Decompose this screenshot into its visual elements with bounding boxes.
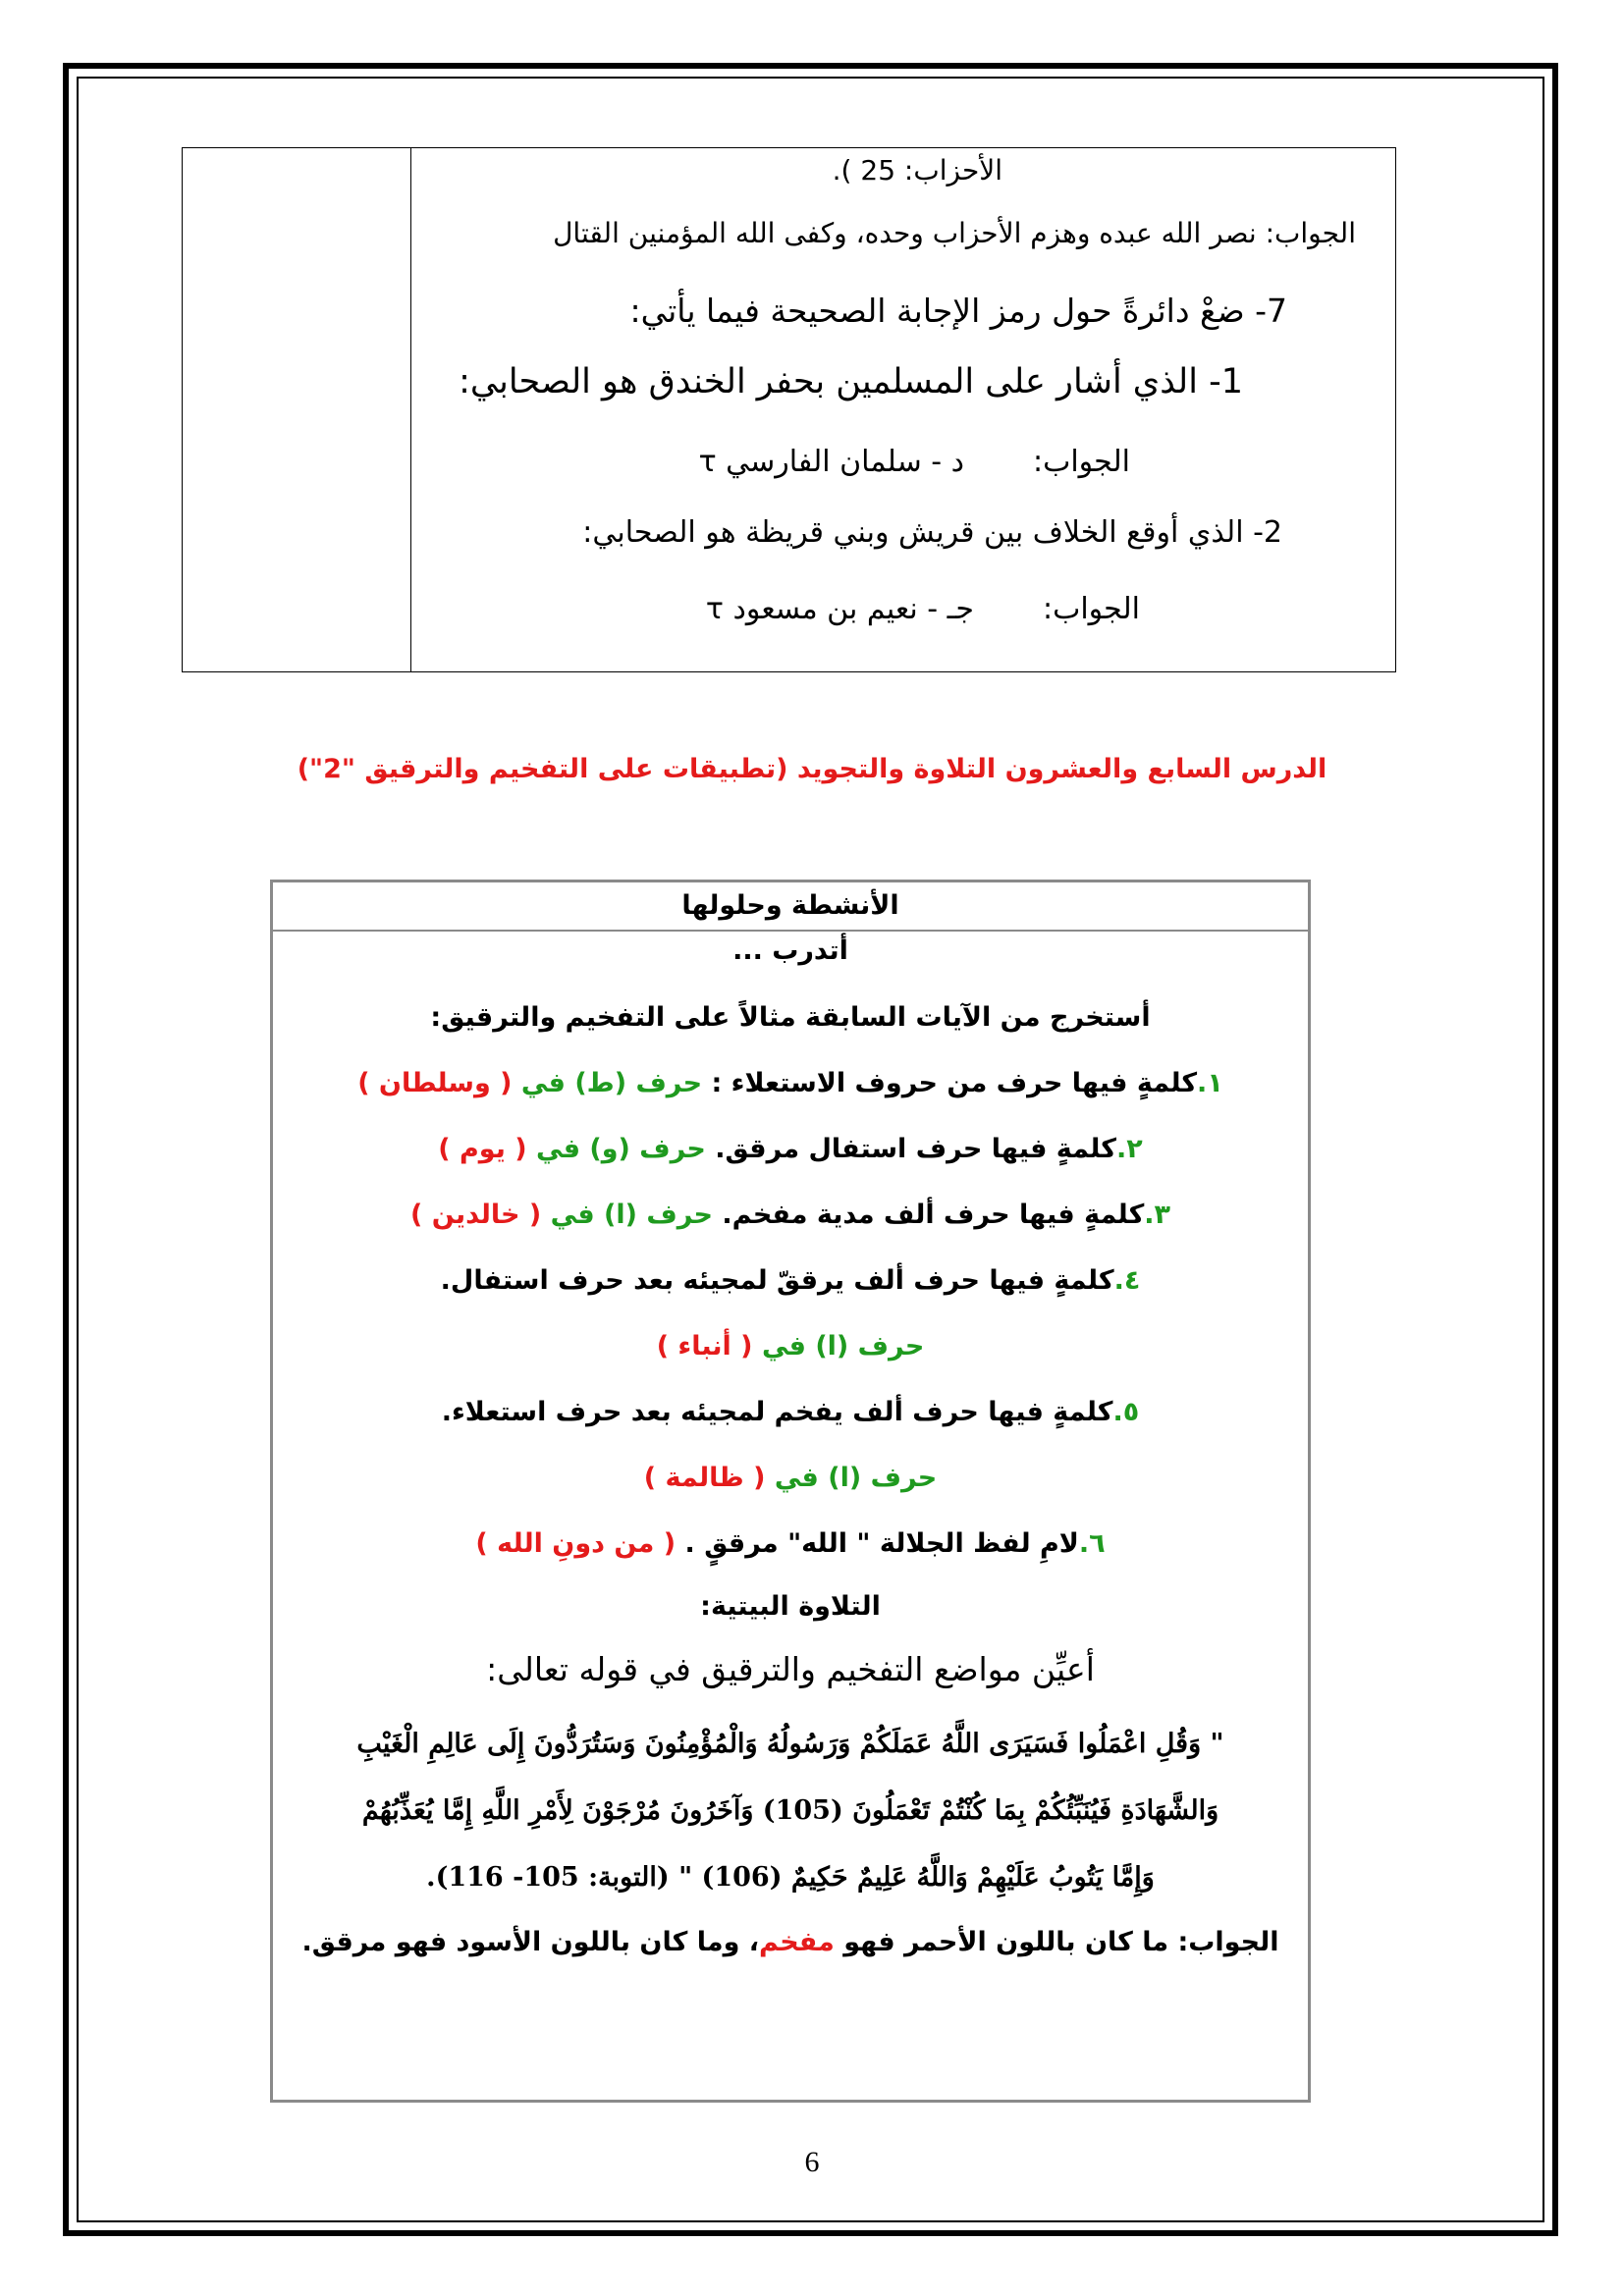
item-text: كلمةٍ فيها حرف من حروف الاستعلاء : [711, 1068, 1198, 1098]
item-answer-letter: حرف (ا) في [774, 1463, 938, 1493]
list-item-answer [273, 1463, 1308, 1493]
list-item [273, 1200, 1308, 1230]
home-recitation-label: التلاوة البيتية: [700, 1591, 881, 1622]
item-answer-word: ( يوم ) [438, 1134, 527, 1164]
table-line-answer: الجواب: نصر الله عبده وهزم الأحزاب وحده، وكفى الله المؤمنين القتال [553, 217, 1356, 249]
activities-box [270, 880, 1311, 2103]
verse-line-1: " وَقُلِ اعْمَلُوا فَسَيَرَى اللَّهُ عَمَلَكُمْ وَرَسُولُهُ وَالْمُؤْمِنُونَ وَسَتُرَدُّونَ إِلَى عَالِمِ الْغَيْبِ [356, 1729, 1224, 1759]
item-number: ١. [1197, 1068, 1223, 1098]
answer-suffix: ، وما كان باللون الأسود فهو مرقق. [301, 1927, 760, 1957]
activities-header: الأنشطة وحلولها [273, 882, 1308, 932]
table-line-q2: 2- الذي أوقع الخلاف بين قريش وبني قريظة هو الصحابي: [582, 515, 1282, 550]
q2-answer-label: الجواب: [1042, 592, 1140, 626]
list-item [273, 1528, 1308, 1559]
item-text: كلمةٍ فيها حرف استفال مرقق. [715, 1134, 1116, 1164]
verse-line-2: وَالشَّهَادَةِ فَيُنَبِّئُكُمْ بِمَا كُنْتُمْ تَعْمَلُونَ (105) وَآخَرُونَ مُرْجَوْنَ لِأَمْرِ اللَّهِ إِمَّا يُعَذِّبُهُمْ [361, 1795, 1219, 1826]
q2-answer-text: جـ - نعيم بن مسعود τ [705, 592, 974, 626]
item-answer-letter: حرف (ا) في [550, 1200, 713, 1230]
answer-prefix: الجواب: ما كان باللون الأحمر فهو [843, 1927, 1279, 1957]
item-number: ٤. [1113, 1265, 1141, 1296]
lesson-title: الدرس السابع والعشرون التلاوة والتجويد (تطبيقات على التفخيم والترقيق "2") [297, 754, 1327, 784]
item-number: ٦. [1078, 1528, 1106, 1559]
item-answer-letter: حرف (ا) في [761, 1331, 925, 1362]
item-answer-word: ( وسلطان ) [357, 1068, 513, 1098]
practice-label: أتدرب ... [732, 935, 848, 966]
list-item [273, 1397, 1308, 1427]
table-empty-cell [183, 148, 411, 671]
item-answer-word: ( ظالمة ) [643, 1463, 766, 1493]
final-answer [273, 1927, 1308, 1957]
item-answer-word: ( خالدين ) [409, 1200, 542, 1230]
item-number: ٥. [1112, 1397, 1140, 1427]
list-item [273, 1265, 1308, 1296]
table-line-ahzab: الأحزاب: 25 ). [832, 154, 1002, 187]
item-number: ٢. [1116, 1134, 1143, 1164]
q1-answer-label: الجواب: [1032, 445, 1130, 479]
verse-line-3: وَإِمَّا يَتُوبُ عَلَيْهِمْ وَاللَّهُ عَلِيمٌ حَكِيمٌ (106) " (التوبة: 105- 116). [426, 1862, 1155, 1893]
list-item-answer [273, 1331, 1308, 1362]
answers-table [182, 147, 1396, 672]
item-answer-word: ( أنباء ) [656, 1331, 753, 1362]
answer-red-word: مفخم [759, 1927, 835, 1957]
table-line-q1: 1- الذي أشار على المسلمين بحفر الخندق هو الصحابي: [459, 362, 1243, 401]
table-line-question7: 7- ضعْ دائرةً حول رمز الإجابة الصحيحة فيما يأتي: [629, 292, 1287, 330]
item-text: لامِ لفظ الجلالة " الله" مرققٍ . [684, 1528, 1079, 1559]
item-answer-letter: حرف (و) في [536, 1134, 706, 1164]
item-number: ٣. [1144, 1200, 1171, 1230]
page-number: 6 [804, 2146, 820, 2178]
task-text: أعيِّن مواضع التفخيم والترقيق في قوله تعالى: [486, 1650, 1095, 1688]
item-answer-letter: حرف (ط) في [520, 1068, 703, 1098]
table-line-q1-answer [699, 445, 1130, 479]
list-item [273, 1134, 1308, 1164]
item-text: كلمةٍ فيها حرف ألف مدية مفخم. [722, 1200, 1145, 1230]
instruction-text: أستخرج من الآيات السابقة مثالاً على التفخيم والترقيق: [430, 1002, 1151, 1033]
list-item [273, 1068, 1308, 1098]
item-text: كلمةٍ فيها حرف ألف يفخم لمجيئه بعد حرف استعلاء. [441, 1397, 1113, 1427]
item-answer-word: ( من دونِ الله ) [475, 1528, 677, 1559]
item-text: كلمةٍ فيها حرف ألف يرققّ لمجيئه بعد حرف استفال. [440, 1265, 1114, 1296]
table-line-q2-answer [706, 592, 1140, 626]
q1-answer-text: د - سلمان الفارسي τ [698, 445, 964, 479]
